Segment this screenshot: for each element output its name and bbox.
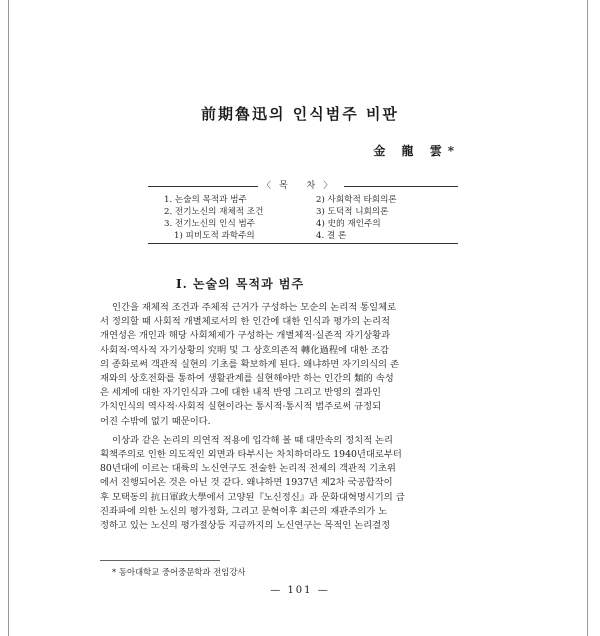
- page-number: — 101 —: [270, 585, 330, 596]
- table-of-contents: [148, 181, 458, 244]
- text-line: 정하고 있는 노신의 평가절상등 지금까지의 노신연구는 목적인 논리결정: [100, 520, 391, 532]
- page-edge-right: [587, 0, 588, 636]
- toc-item: 4. 결 론: [316, 231, 347, 241]
- toc-item: 1) 피비도적 과학주의: [174, 231, 255, 241]
- text-line: 이상과 같은 논리의 의연적 적용에 입각해 볼 때 대만속의 정치적 논리: [112, 434, 394, 446]
- page-edge-left: [8, 0, 9, 636]
- text-line: 사회적·역사적 자기상황의 究明 및 그 상호의존적 轉化過程에 대한 조감: [100, 344, 389, 356]
- text-line: 후 모택동의 抗日軍政大學에서 고양된『노신정신』과 문화대혁명시기의 급: [100, 491, 405, 503]
- author-name: 金 龍 雲*: [373, 144, 460, 158]
- toc-item: 3) 도덕적 니회의론: [316, 207, 389, 217]
- toc-left-column: [164, 194, 263, 242]
- text-line: 어진 수밖에 없기 때문이다.: [100, 415, 211, 427]
- text-line: 의 종화로써 객관적 실현의 기초를 확보하게 된다. 왜냐하면 자기의식의 존: [100, 358, 399, 370]
- toc-item: 2) 사회학적 타회의론: [316, 195, 397, 205]
- section-heading: I. 논술의 목적과 범주: [176, 277, 305, 291]
- text-line: 서 정의할 때 사회적 개별체로서의 한 인간에 대한 인식과 평가의 논리적: [100, 316, 390, 328]
- toc-heading: 〈목 차〉: [258, 180, 344, 192]
- toc-item: 2. 전기노신의 재체적 조건: [164, 207, 264, 217]
- footnote: * 동아대학교 중어중문학과 전임강사: [112, 567, 246, 577]
- text-line: 에서 진행되어온 것은 아닌 것 같다. 왜냐하면 1937년 제2차 국공합작이: [100, 477, 393, 489]
- text-line: 가치인식의 역사적·사회적 실현이라는 통시적·통시적 범주로써 규정되: [100, 401, 382, 413]
- text-line: 개연성은 개인과 해당 사회체제가 구성하는 개별체적·실존적 자기상황과: [100, 330, 391, 342]
- footnote-rule: [100, 560, 220, 561]
- text-line: 은 세계에 대한 자기인식과 그에 대한 내적 반영 그리고 반영의 결과인: [100, 387, 382, 399]
- paper-title: 前期魯迅의 인식범주 비판: [201, 105, 399, 123]
- text-line: 80년대에 이르는 대륙의 노신연구도 전술한 논리적 전제의 객관적 기초위: [100, 463, 396, 475]
- toc-right-column: [316, 194, 397, 242]
- text-line: 인간을 재체적 조건과 주체적 근거가 구성하는 모순의 논리적 통일체로: [112, 302, 397, 313]
- toc-item: 4) 史的 재인주의: [316, 219, 381, 229]
- toc-item: 1. 논술의 목적과 범주: [164, 195, 247, 205]
- paragraph-2: [100, 434, 490, 533]
- body-text: [100, 301, 490, 533]
- text-line: 진좌파에 의한 노신의 평가정화, 그리고 문혁이후 최근의 재관주의가 노: [100, 505, 388, 517]
- paragraph-1: [100, 301, 490, 429]
- toc-bottom-rule: [148, 243, 458, 244]
- toc-item: 3. 전기노신의 인식 범주: [164, 219, 256, 229]
- text-line: 획책주의로 인한 의도적인 외면과 타부시는 차치하더라도 1940년대로부터: [100, 449, 402, 461]
- text-line: 재와의 상호전화를 통하여 생활관계를 실현해야만 하는 인간의 類的 속성: [100, 373, 394, 385]
